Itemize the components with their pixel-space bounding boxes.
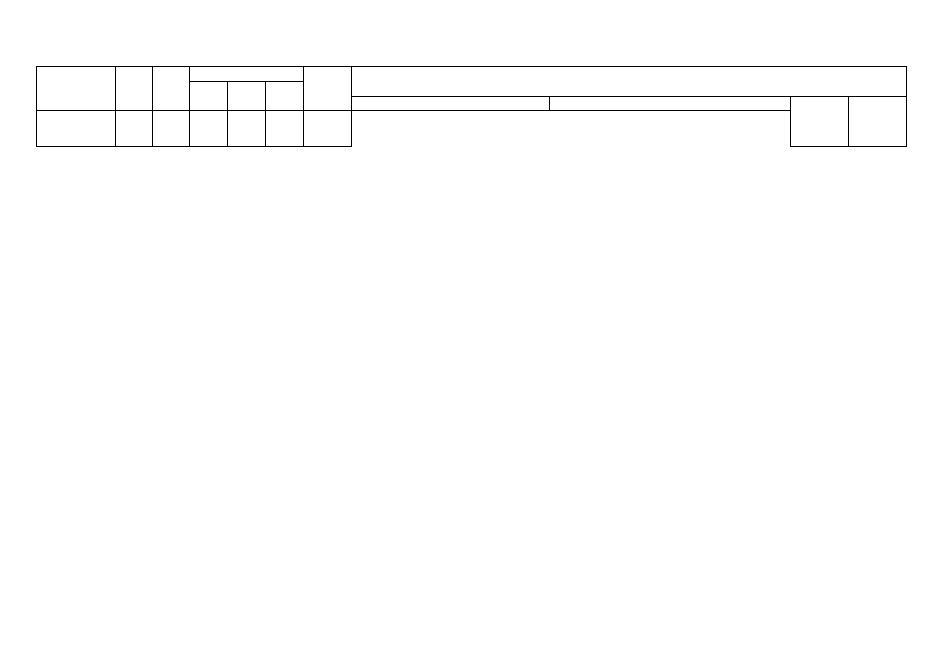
header-ex-a [37,111,116,147]
quantity-table [36,66,907,147]
header-sec210 [304,111,352,147]
header-backfill [849,97,907,147]
table-header [37,67,907,147]
header-a [190,82,228,111]
header-c2 [266,82,304,111]
header-foundation [791,97,849,147]
header-ex-v [190,111,228,147]
header-slope [304,67,352,111]
header-sec150-triangle [266,111,304,147]
header-wall-thickness [153,67,190,111]
header-c1 [228,82,266,111]
header-ex-h [153,111,190,147]
header-base-size [190,67,304,82]
header-inner-diameter [116,67,153,111]
header-excavation [352,97,550,111]
header-ex-b [116,111,153,147]
header-section-area [550,97,791,111]
header-sec150 [228,111,266,147]
header-atlas [37,67,116,111]
header-per-m [352,67,907,97]
